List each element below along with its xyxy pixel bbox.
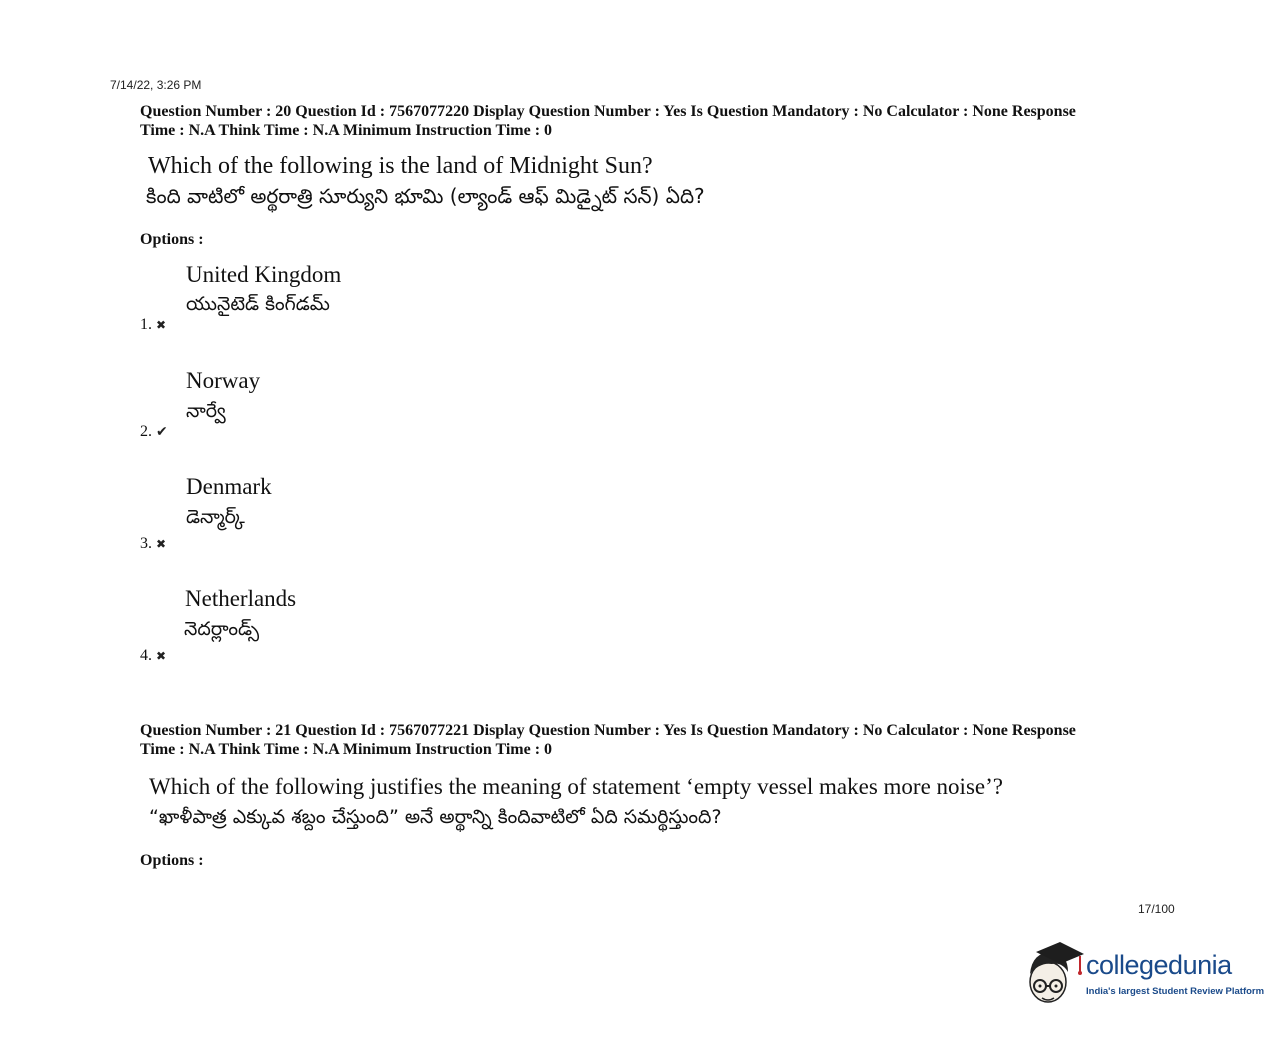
- cross-icon: ✖: [156, 318, 167, 332]
- question-meta: [140, 102, 1170, 140]
- question-text-en: Which of the following is the land of Midnight Sun?: [148, 153, 653, 179]
- logo-tagline: India's largest Student Review Platform: [1086, 986, 1265, 997]
- option-4-text-en: Netherlands: [185, 586, 297, 611]
- options-label: Options :: [140, 231, 204, 248]
- option-1-number: [140, 316, 166, 334]
- question-meta-line2: Time : N.A Think Time : N.A Minimum Instruction Time : 0: [140, 741, 553, 758]
- option-1-text-en: United Kingdom: [186, 262, 342, 287]
- option-1-text-te: యునైటెడ్ కింగ్‌డమ్: [186, 293, 330, 315]
- option-number: 2.: [140, 423, 152, 440]
- question-text-te: కింది వాటిలో అర్థరాత్రి సూర్యుని భూమి (ల్యాండ్ ఆఫ్ మిడ్నైట్ సన్) ఏది?: [146, 184, 705, 208]
- option-4-number: [140, 647, 166, 665]
- question-meta: [140, 721, 1170, 759]
- option-3-text-te: డెన్మార్క్: [186, 506, 245, 528]
- option-2-text-te: నార్వే: [186, 400, 226, 422]
- page-number: 17/100: [1138, 902, 1175, 916]
- mascot-icon: [1022, 938, 1084, 1010]
- option-2-text-en: Norway: [186, 368, 261, 393]
- options-label: Options :: [140, 852, 204, 869]
- question-text-te: “ఖాళీపాత్ర ఎక్కువ శబ్దం చేస్తుంది” అనే అర్థాన్ని కిందివాటిలో ఏది సమర్థిస్తుంది?: [149, 806, 722, 828]
- collegedunia-logo: [1022, 938, 1265, 1013]
- check-icon: ✔: [156, 424, 168, 440]
- question-meta-line1: Question Number : 20 Question Id : 7567077220 Display Question Number : Yes Is Question Mandatory : No Calculator : None Response: [140, 103, 1076, 120]
- print-timestamp: 7/14/22, 3:26 PM: [110, 78, 202, 92]
- question-meta-line1: Question Number : 21 Question Id : 7567077221 Display Question Number : Yes Is Question Mandatory : No Calculator : None Response: [140, 722, 1076, 739]
- option-2-number: [140, 423, 168, 441]
- logo-wordmark: collegedunia: [1086, 950, 1232, 980]
- cross-icon: ✖: [156, 537, 167, 551]
- cross-icon: ✖: [156, 649, 167, 663]
- option-number: 4.: [140, 647, 152, 664]
- question-text-en: Which of the following justifies the meaning of statement ‘empty vessel makes more noise’?: [149, 774, 1003, 799]
- option-3-number: [140, 535, 166, 553]
- option-number: 1.: [140, 316, 152, 333]
- option-number: 3.: [140, 535, 152, 552]
- question-meta-line2: Time : N.A Think Time : N.A Minimum Instruction Time : 0: [140, 122, 553, 139]
- option-3-text-en: Denmark: [186, 474, 272, 499]
- option-4-text-te: నెదర్లాండ్స్: [184, 618, 260, 640]
